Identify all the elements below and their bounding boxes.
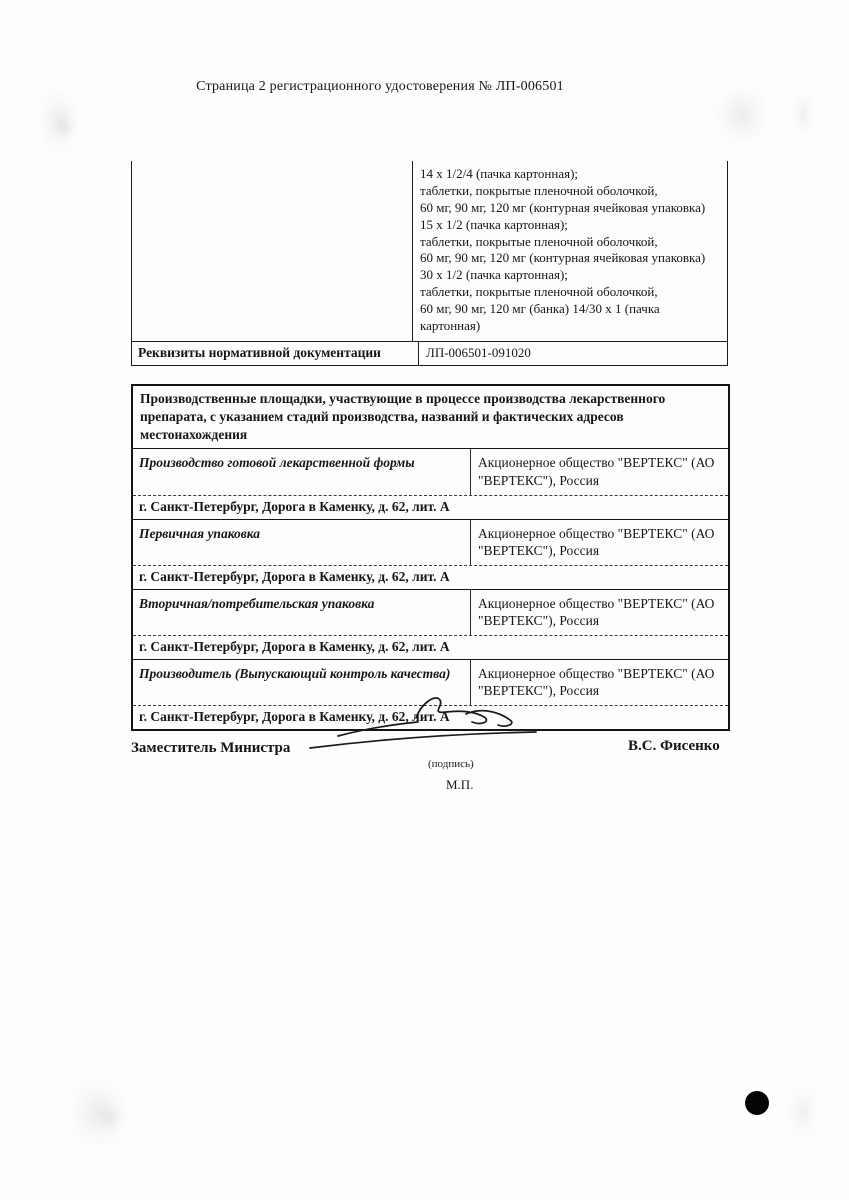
table-row: [133, 520, 728, 566]
packaging-line: таблетки, покрытые пленочной оболочкой,: [420, 233, 658, 249]
company-cell: Акционерное общество "ВЕРТЕКС" (АО "ВЕРТЕКС"), Россия: [470, 449, 728, 494]
signer-title: Заместитель Министра: [131, 740, 291, 756]
company-cell: Акционерное общество "ВЕРТЕКС" (АО "ВЕРТЕКС"), Россия: [470, 660, 728, 705]
scan-artifact: [52, 112, 78, 142]
packaging-line: 60 мг, 90 мг, 120 мг (контурная ячейковая упаковка): [420, 250, 706, 266]
stamp-placeholder: М.П.: [446, 777, 474, 792]
packaging-line: 14 х 1/2/4 (пачка картонная);: [420, 166, 579, 181]
requisites-label: Реквизиты нормативной документации: [138, 344, 381, 360]
packaging-row: [132, 161, 727, 341]
packaging-line: таблетки, покрытые пленочной оболочкой,: [420, 182, 658, 198]
packaging-lines-cell: [412, 161, 727, 341]
packaging-empty-cell: [132, 161, 412, 341]
table-row: [133, 449, 728, 495]
packaging-line: 15 х 1/2 (пачка картонная);: [420, 216, 568, 232]
requisites-row: [132, 341, 727, 365]
scan-artifact: [68, 1076, 130, 1150]
signer-name: В.С. Фисенко: [628, 738, 720, 754]
scan-artifact: [786, 1084, 820, 1140]
packaging-line: таблетки, покрытые пленочной оболочкой,: [420, 284, 658, 300]
scan-artifact: [96, 1100, 126, 1134]
scan-artifact: [790, 92, 816, 136]
stage-cell: Производство готовой лекарственной формы: [139, 455, 415, 471]
stage-cell: Первичная упаковка: [139, 525, 261, 541]
table-row: [133, 590, 728, 636]
scan-artifact: [38, 88, 80, 154]
address-cell: г. Санкт-Петербург, Дорога в Каменку, д. 62, лит. А: [133, 566, 728, 590]
address-cell: г. Санкт-Петербург, Дорога в Каменку, д. 62, лит. А: [133, 496, 728, 520]
punch-hole-mark: [745, 1091, 769, 1115]
address-cell: г. Санкт-Петербург, Дорога в Каменку, д. 62, лит. А: [133, 636, 728, 660]
signature-image: [298, 692, 548, 764]
page-header: Страница 2 регистрационного удостоверения № ЛП-006501: [196, 79, 564, 94]
stage-cell: Вторичная/потребительская упаковка: [139, 595, 375, 611]
packaging-line: 60 мг, 90 мг, 120 мг (контурная ячейковая упаковка): [420, 199, 706, 215]
address-cell: г. Санкт-Петербург, Дорога в Каменку, д. 62, лит. А: [139, 708, 450, 724]
packaging-table: [131, 161, 728, 366]
stage-cell: Производитель (Выпускающий контроль качества): [139, 665, 451, 681]
company-cell: Акционерное общество "ВЕРТЕКС" (АО "ВЕРТЕКС"), Россия: [470, 590, 728, 635]
signature-caption: (подпись): [428, 758, 474, 770]
packaging-line: 60 мг, 90 мг, 120 мг (банка) 14/30 х 1 (пачка картонная): [420, 301, 660, 334]
production-table-header: Производственные площадки, участвующие в процессе производства лекарственного препарата, с указанием стадий производства, названий и фактических адресов местонахождения: [133, 386, 728, 449]
packaging-line: 30 х 1/2 (пачка картонная);: [420, 267, 568, 283]
requisites-value: ЛП-006501-091020: [418, 342, 727, 365]
production-sites-table: [131, 384, 730, 731]
company-cell: Акционерное общество "ВЕРТЕКС" (АО "ВЕРТЕКС"), Россия: [470, 520, 728, 565]
